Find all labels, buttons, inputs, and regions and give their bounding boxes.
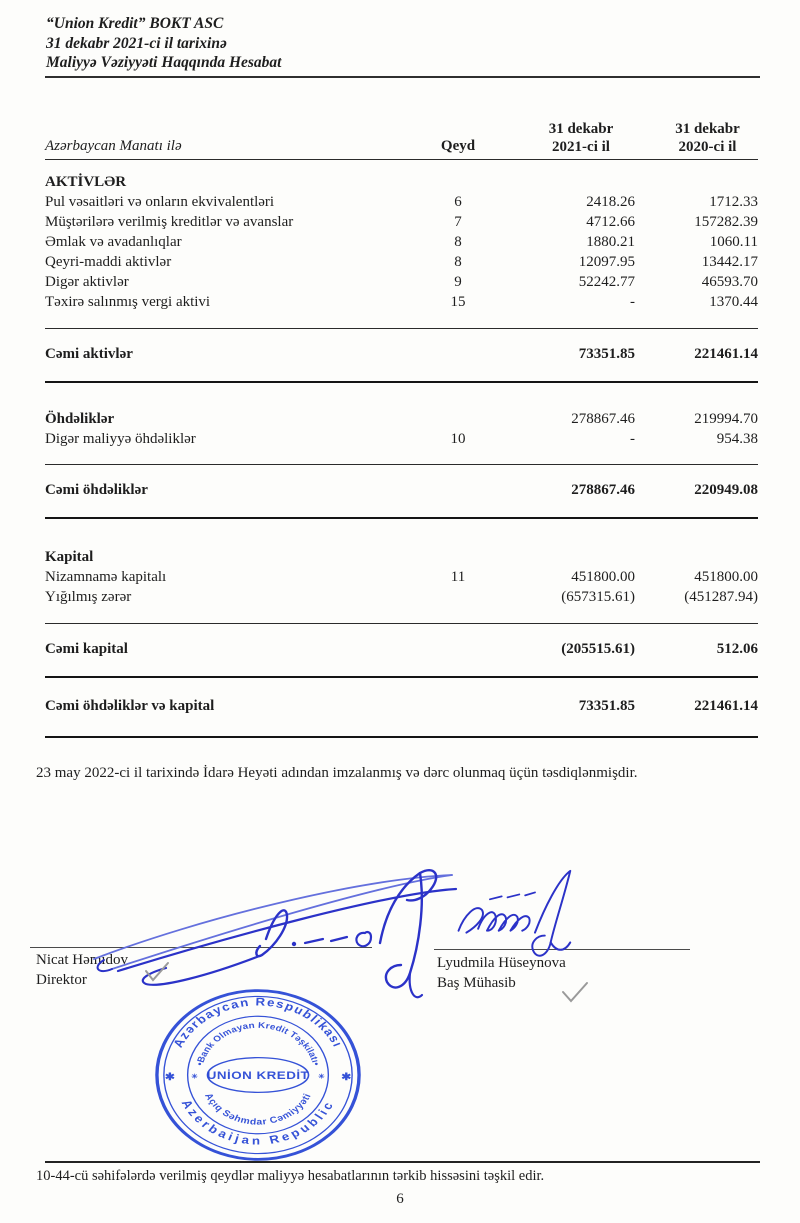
column-header-2020-line2: 2020-ci il [678, 138, 737, 155]
table-total-row [45, 329, 758, 381]
row-note: 10 [450, 431, 466, 447]
svg-text:•Bank Olmayan Kredit Təşkilatı [194, 1021, 322, 1067]
row-value-2021: 278867.46 [571, 411, 635, 427]
table-row [45, 212, 758, 232]
section-label: Öhdəliklər [45, 411, 115, 427]
table-rule [45, 517, 758, 519]
row-note [411, 344, 505, 364]
row-label: Qeyri-maddi aktivlər [45, 254, 172, 270]
approval-note: 23 may 2022-ci il tarixində İdarə Heyəti adından imzalanmış və dərc olunmaq üçün təsdiqlənmişdir. [36, 765, 638, 781]
stamp-inner-top-text: •Bank Olmayan Kredit Təşkilatı• [194, 1020, 322, 1067]
row-label: Nizamnamə kapitalı [45, 569, 167, 585]
column-header-2021-line2: 2021-ci il [552, 138, 610, 155]
row-value-2020: 1060.11 [709, 234, 758, 250]
svg-text:Azərbaycan Respublikası [170, 995, 345, 1049]
row-value-2021: 4712.66 [586, 214, 635, 230]
signatory-title: Direktor [36, 971, 87, 988]
row-note [411, 696, 505, 716]
total-label: Cəmi aktivlər [45, 346, 133, 362]
row-value-2021: 52242.77 [578, 274, 635, 290]
stamp-small-star-right-icon: ✳ [318, 1071, 325, 1081]
table-rule [45, 381, 758, 383]
row-note [411, 547, 505, 567]
row-value-2020: 954.38 [716, 431, 758, 447]
signatory-name: Nicat Həmidov [36, 952, 129, 968]
row-value-2020 [635, 172, 758, 192]
table-total-row [45, 465, 758, 517]
footer-note: 10-44-cü səhifələrdə verilmiş qeydlər maliyyə hesabatlarının tərkib hissəsini təşkil edir. [36, 1168, 545, 1184]
row-value-2021: 2418.26 [586, 194, 635, 210]
checkmark-right-icon [560, 980, 590, 1004]
row-label: Digər aktivlər [45, 274, 129, 290]
row-note: 11 [450, 569, 466, 585]
note-column-header: Qeyd [440, 138, 476, 154]
row-label: Digər maliyyə öhdəliklər [45, 431, 196, 447]
row-note [411, 639, 505, 659]
table-rule [45, 159, 758, 160]
row-note: 9 [454, 274, 462, 290]
stamp-star-left-icon: ✱ [164, 1071, 175, 1083]
stamp-outer-top-text: Azərbaycan Respublikası [170, 995, 346, 1050]
table-total-row [45, 624, 758, 676]
row-value-2021: (205515.61) [561, 641, 635, 657]
table-row [45, 587, 758, 607]
table-row [45, 172, 758, 192]
stamp-outer-bottom-text: Azerbaijan Republic [178, 1097, 338, 1148]
row-label: Əmlak və avadanlıqlar [45, 234, 182, 250]
row-label: Müştərilərə verilmiş kreditlər və avanslar [45, 214, 294, 230]
row-value-2020: 46593.70 [701, 274, 758, 290]
row-note: 8 [454, 234, 462, 250]
row-note [411, 587, 505, 607]
table-row [45, 252, 758, 272]
row-value-2021: - [630, 431, 635, 447]
column-header-2020-line1: 31 dekabr [675, 121, 740, 137]
row-note [411, 409, 505, 429]
row-note: 7 [454, 214, 462, 230]
row-value-2021: 73351.85 [578, 346, 635, 362]
column-header-2021 [505, 121, 635, 156]
header-rule [45, 76, 760, 78]
statement-date: 31 dekabr 2021-ci il tarixinə [46, 34, 227, 52]
section-label: Kapital [45, 549, 94, 565]
table-rule [45, 736, 758, 738]
row-value-2021: 278867.46 [571, 482, 635, 498]
row-value-2020: 220949.08 [694, 482, 758, 498]
table-row [45, 232, 758, 252]
page-number: 6 [396, 1191, 404, 1207]
company-stamp [149, 984, 367, 1166]
row-value-2020: (451287.94) [684, 589, 758, 605]
row-value-2020: 451800.00 [694, 569, 758, 585]
row-value-2020: 221461.14 [694, 698, 758, 714]
balance-sheet-table [45, 110, 758, 738]
company-name: “Union Kredit” BOKT ASC [46, 15, 224, 32]
row-note [411, 172, 505, 192]
total-label: Cəmi kapital [45, 641, 128, 657]
stamp-inner-bottom-text: Açıq Səhmdar Cəmiyyəti [201, 1091, 315, 1128]
row-value-2021 [505, 547, 635, 567]
row-value-2020: 512.06 [716, 641, 758, 657]
currency-unit-label: Azərbaycan Manatı ilə [45, 138, 182, 154]
table-row [45, 429, 758, 449]
row-value-2021: 451800.00 [571, 569, 635, 585]
row-value-2021: 1880.21 [586, 234, 635, 250]
column-header-2021-line1: 31 dekabr [548, 121, 614, 137]
row-value-2020: 157282.39 [694, 214, 758, 230]
stamp-center-text: UNİON KREDİT [206, 1069, 310, 1082]
row-value-2021: - [630, 294, 635, 310]
table-total-row [45, 678, 758, 736]
statement-title: Maliyyə Vəziyyəti Haqqında Hesabat [46, 54, 282, 71]
table-row [45, 547, 758, 567]
stamp-star-right-icon: ✱ [341, 1071, 352, 1083]
row-note [411, 480, 505, 500]
row-note: 6 [454, 194, 462, 210]
row-value-2020 [635, 547, 758, 567]
row-label: Yığılmış zərər [45, 589, 132, 605]
checkmark-left-icon [143, 960, 171, 984]
signature-right-ink [450, 866, 618, 964]
total-label: Cəmi öhdəliklər [45, 482, 148, 498]
row-value-2020: 1712.33 [709, 194, 758, 210]
footer-rule [45, 1161, 760, 1163]
row-value-2021: 12097.95 [578, 254, 635, 270]
row-value-2020: 221461.14 [694, 346, 758, 362]
row-value-2021 [505, 172, 635, 192]
row-label: Pul vəsaitləri və onların ekvivalentləri [45, 194, 275, 210]
row-value-2021: 73351.85 [578, 698, 635, 714]
row-note: 8 [454, 254, 462, 270]
row-value-2020: 13442.17 [701, 254, 758, 270]
row-note: 15 [450, 294, 466, 310]
document-header [46, 14, 281, 73]
section-label: AKTİVLƏR [45, 174, 127, 190]
row-value-2021: (657315.61) [561, 589, 635, 605]
table-header-row [45, 110, 758, 159]
svg-text:Açıq Səhmdar Cəmiyyəti [202, 1092, 314, 1128]
signatory-title: Baş Mühasib [437, 974, 516, 991]
signatory-name: Lyudmila Hüseynova [437, 955, 566, 971]
table-row [45, 409, 758, 429]
row-label: Təxirə salınmış vergi aktivi [45, 294, 211, 310]
stamp-small-star-left-icon: ✳ [191, 1071, 198, 1081]
row-value-2020: 1370.44 [709, 294, 758, 310]
table-row [45, 272, 758, 292]
row-value-2020: 219994.70 [694, 411, 758, 427]
total-label: Cəmi öhdəliklər və kapital [45, 698, 215, 714]
table-row [45, 292, 758, 312]
table-row [45, 567, 758, 587]
table-row [45, 192, 758, 212]
column-header-2020 [635, 121, 758, 156]
